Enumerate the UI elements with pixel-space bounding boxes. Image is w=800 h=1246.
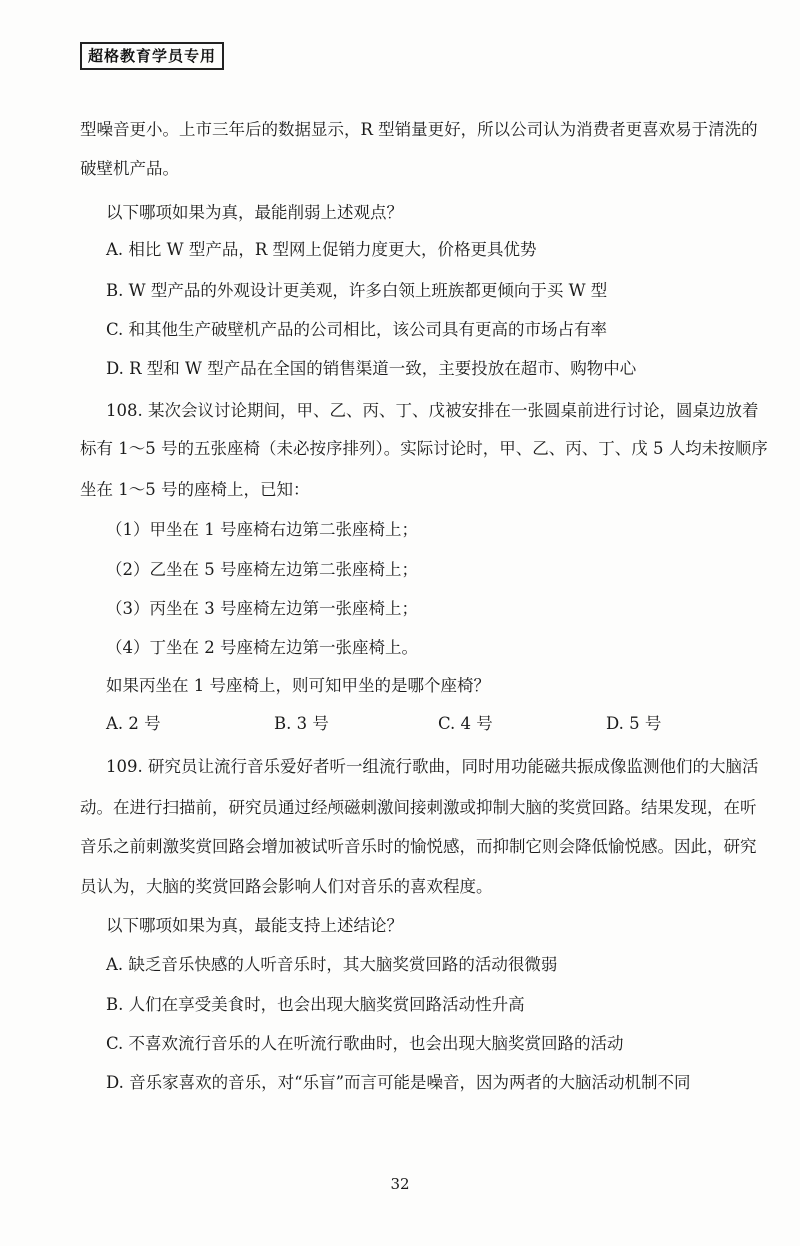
q107-option-d: D. R 型和 W 型产品在全国的销售渠道一致，主要投放在超市、购物中心 [106, 359, 637, 378]
q108-options-row [106, 712, 706, 736]
q108-stem-line-1: 108. 某次会议讨论期间，甲、乙、丙、丁、戊被安排在一张圆桌前进行讨论，圆桌边放着 [106, 401, 759, 420]
q109-stem-line-1: 109. 研究员让流行音乐爱好者听一组流行歌曲，同时用功能磁共振成像监测他们的大脑活 [106, 757, 759, 776]
q107-prompt: 以下哪项如果为真，最能削弱上述观点？ [106, 203, 403, 222]
q107-option-c: C. 和其他生产破壁机产品的公司相比，该公司具有更高的市场占有率 [106, 320, 608, 339]
q109-option-d: D. 音乐家喜欢的音乐，对“乐盲”而言可能是噪音，因为两者的大脑活动机制不同 [106, 1073, 691, 1092]
q108-condition-3: （3）丙坐在 3 号座椅左边第一张座椅上； [106, 599, 418, 618]
q107-stem-line-2: 破壁机产品。 [80, 159, 179, 178]
q109-option-c: C. 不喜欢流行音乐的人在听流行歌曲时，也会出现大脑奖赏回路的活动 [106, 1034, 624, 1053]
q108-option-a: A. 2 号 [106, 714, 161, 733]
header-stamp: 超格教育学员专用 [80, 42, 224, 70]
q108-prompt: 如果丙坐在 1 号座椅上，则可知甲坐的是哪个座椅？ [106, 676, 490, 695]
q108-option-b: B. 3 号 [274, 714, 329, 733]
q109-option-a: A. 缺乏音乐快感的人听音乐时，其大脑奖赏回路的活动很微弱 [106, 955, 558, 974]
q108-condition-1: （1）甲坐在 1 号座椅右边第二张座椅上； [106, 520, 418, 539]
q109-prompt: 以下哪项如果为真，最能支持上述结论？ [106, 916, 403, 935]
q107-option-a: A. 相比 W 型产品，R 型网上促销力度更大，价格更具优势 [106, 240, 537, 259]
q109-stem-line-4: 员认为，大脑的奖赏回路会影响人们对音乐的喜欢程度。 [80, 877, 493, 896]
q108-option-c: C. 4 号 [438, 714, 493, 733]
q107-option-b: B. W 型产品的外观设计更美观，许多白领上班族都更倾向于买 W 型 [106, 281, 608, 300]
q108-stem-line-3: 坐在 1～5 号的座椅上，已知： [80, 480, 310, 499]
q109-stem-line-2: 动。在进行扫描前，研究员通过经颅磁刺激间接刺激或抑制大脑的奖赏回路。结果发现，在听 [80, 798, 757, 817]
page-number: 32 [390, 1175, 410, 1193]
q109-option-b: B. 人们在享受美食时，也会出现大脑奖赏回路活动性升高 [106, 995, 525, 1014]
q108-condition-4: （4）丁坐在 2 号座椅左边第一张座椅上。 [106, 638, 418, 657]
q108-condition-2: （2）乙坐在 5 号座椅左边第二张座椅上； [106, 560, 418, 579]
q107-stem-line-1: 型噪音更小。上市三年后的数据显示，R 型销量更好，所以公司认为消费者更喜欢易于清洗的 [80, 120, 758, 139]
q109-stem-line-3: 音乐之前刺激奖赏回路会增加被试听音乐时的愉悦感，而抑制它则会降低愉悦感。因此，研究 [80, 837, 757, 856]
q108-stem-line-2: 标有 1～5 号的五张座椅（未必按序排列）。实际讨论时，甲、乙、丙、丁、戊 5 人均未按顺序 [80, 439, 768, 458]
q108-option-d: D. 5 号 [606, 714, 662, 733]
